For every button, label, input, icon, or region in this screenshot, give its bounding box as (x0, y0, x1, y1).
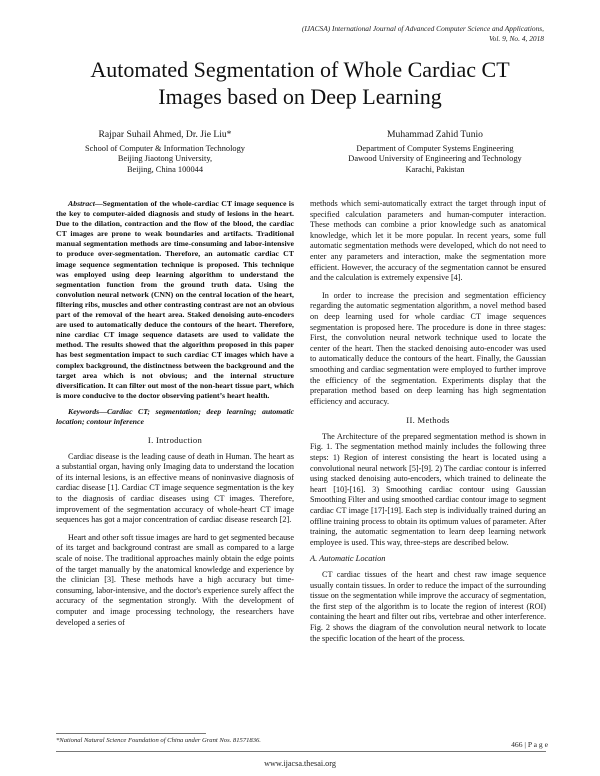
automatic-location-paragraph: CT cardiac tissues of the heart and chest raw image sequence usually contain tissues. In order to reduce the impact of the surrounding tissue on the segmentation while improve the accuracy of segmentation, the first step of the algorithm is to locate the region of interest (ROI) containing the heart and filter out ribs, vertebrae and other interference. Fig. 2 shows the diagram of the convolution neural network to locate the specific location of the heart of the process. (310, 570, 547, 643)
right-column (310, 199, 546, 644)
running-header (302, 24, 544, 44)
intro-paragraph-2: Heart and other soft tissue images are hard to get segmented because of its target and background contrast are small as compared to a large scale of noise. The traditional approaches mainly obtain the edge points of the target manually by the anatomical knowledge and experience by the clinician [3]. These methods have a high accuracy but time-consuming, labor-intensive, and the doctor's experience surely affect the accuracy of the segmentation strongly. With the development of computer and image processing technology, the researchers have developed a series of (56, 532, 294, 627)
paper-title (40, 56, 560, 110)
affiliation-left-3: Beijing, China 100044 (126, 164, 204, 174)
title-line-2: Images based on Deep Learning (158, 84, 442, 109)
footer-rule (56, 751, 546, 752)
abstract-label: Abstract (68, 199, 95, 208)
intro-paragraph-1: Cardiac disease is the leading cause of death in Human. The heart as a substantial organ, having only Imaging data to understand the location of its internal lesions, is an effective means of noninvasive diagnosis of cardiac disease [1]. Cardiac CT image sequence segmentation is the key to the diagnosis of cardiac diseases using CT images. Therefore, improvement of the segmentation accuracy of whole-heart CT image sequences has got a major concentration of cardiac disease research [2]. (56, 451, 294, 525)
right-paragraph-0: methods which semi-automatically extract the target through input of specified calculation parameters and human-computer interaction. These methods can combine a prior knowledge such as anatomical knowledge, which let it be more popular. In recent years, some full automatic segmentation methods were developed, which do not need to enter any parameters and interaction, make the segmentation more efficient. However, the accuracy of the segmentation cannot be ensured and the calculation is extremely expensive [4]. (310, 199, 546, 283)
affiliation-left-2: Beijing Jiaotong University, (117, 154, 213, 164)
author-names-left: Rajpar Suhail Ahmed, Dr. Jie Liu* (98, 129, 232, 140)
affiliation-right-3: Karachi, Pakistan (405, 164, 465, 174)
methods-paragraph: The Architecture of the prepared segmentation method is shown in Fig. 1. The segmentation method mainly includes the following three steps: 1) Region of interest consisting the heart is located using a convolutional neural network [5]-[9]. 2) The cardiac contour is inferred using stacked denoising auto-encoders, which trained to delineate the heart [10]-[16]. 3) Smoothing cardiac contour using Gaussian Smoothing Filter and using smoothed cardiac contour image to segment cardiac CT image [17]-[19]. Each step is individually trained during an offline training process to obtain its optimum values of parameter. After training, the automatic segmentation to learn deep learning network employee is used. This way, three-steps are described below. (310, 431, 546, 547)
affiliation-right-1: Department of Computer Systems Engineering (356, 143, 514, 153)
journal-url[interactable]: www.ijacsa.thesai.org (264, 759, 336, 768)
abstract-text: —Segmentation of the whole-cardiac CT image sequence is the key to computer-aided diagnosis and study of lesions in the heart. Due to the dilation, contraction and the flow of the blood, the cardiac CT images are prone to weak boundaries and artifacts. Traditional manual segmentation methods are time-consuming and labor-intensive to produce over-segmentation. Therefore, an automatic cardiac CT image sequence segmentation technique is proposed. This technique was employed using deep learning algorithm to understand the segmentation function from the ground truth data. Using the convolution neural network (CNN) on the central location of the heart, filtering ribs, muscles and other contrasting contrast are not an obvious part of the removal of the heart area. Staked denoising auto-encoders are used to automatically deduce the contours of the heart. Therefore, nine cardiac CT image sequence datasets are used to validate the method. The results showed that the algorithm proposed in this paper has best segmentation impact to such cardiac CT images which have a complex background, the distinctness between the background and the target area which is not obvious; and the internal structure diversification. It can filter out most of the non-heart tissue part, which is more conducive to the doctor observing patient’s heart health. (56, 199, 294, 400)
footnote: *National Natural Science Foundation of China under Grant Nos. 81571836. (56, 737, 261, 744)
affiliation-right-2: Dawood University of Engineering and Technology (348, 154, 522, 164)
journal-volume: Vol. 9, No. 4, 2018 (488, 34, 544, 43)
left-column (56, 199, 294, 628)
keywords: Keywords—Cardiac CT; segmentation; deep learning; automatic location; contour inference (56, 406, 294, 426)
journal-name: (IJACSA) International Journal of Advanced Computer Science and Applications, (301, 24, 544, 33)
title-line-1: Automated Segmentation of Whole Cardiac CT (90, 57, 510, 82)
right-paragraph-1: In order to increase the precision and segmentation efficiency regarding the automatic segmentation algorithm, a novel method based on deep learning used for whole cardiac CT image sequences segmentation is proposed here. The procedure is done in three stages: First, the convolution neural network technique used to locate the center of the heart. Then the stacked denoising auto-encoder was used to automatically deduce the contours of the heart. Finally, the Gaussian smoothing and cardiac segmentation were employed to further improve the efficiency of the segmentation. Experiments display that the preparation method based on deep learning has high segmentation efficiency and accuracy. (310, 290, 546, 406)
section-heading-introduction: I. Introduction (147, 435, 203, 446)
section-heading-methods: II. Methods (406, 415, 450, 426)
footnote-rule (56, 733, 206, 734)
author-block-right (320, 130, 550, 175)
author-names-right: Muhammad Zahid Tunio (387, 129, 483, 140)
subsection-heading-automatic-location: A. Automatic Location (310, 554, 386, 564)
affiliation-left-1: School of Computer & Information Technology (85, 143, 245, 153)
author-block-left (50, 130, 280, 175)
abstract (56, 199, 294, 401)
page-number: 466 | P a g e (511, 740, 548, 749)
